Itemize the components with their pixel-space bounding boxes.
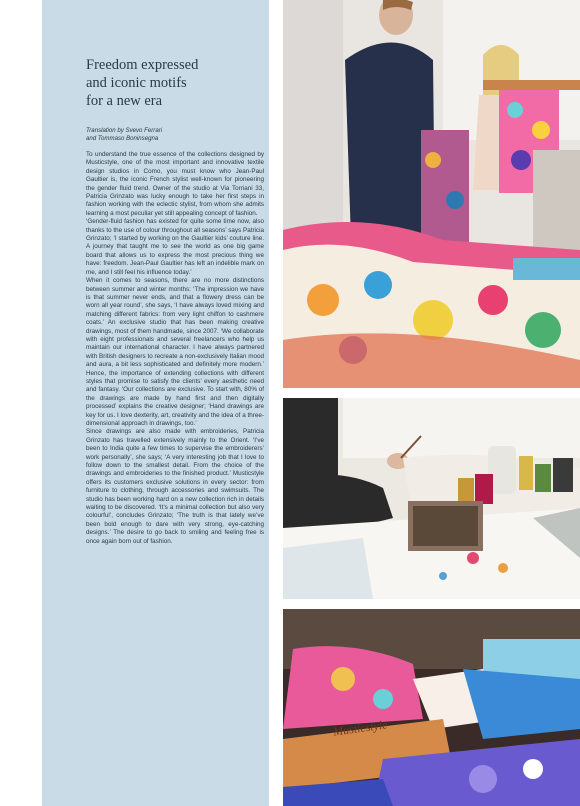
title-line: for a new era — [86, 93, 163, 109]
credit-line: and Tommaso Boninsegna — [86, 135, 159, 143]
article-body — [86, 151, 264, 546]
paragraph: Since drawings are also made with embroideries, Patricia Grinzato has travelled extensively mainly to the Orient. ‘I’ve been to India quite a few times to supervise the embroiderers’ work personally’, she says; ‘A very interesting job that I love to follow down to the smallest detail. From the choice of the drawings and embroideries to the finished product.’ Musticstyle offers its customers exclusive solutions in every sector: from furniture to clothing, through accessories and swimsuits. The studio has been working hard on a new collection rich in details waiting to be discovered. ‘It’s a minimal collection but also very colourful’, concludes Grinzato; ‘The truth is that lately we’ve been bold enough to dare with very strong, eye-catching designs.’ The desire to go back to smiling and feeling free is once again born out of fashion. — [86, 428, 264, 545]
fabrics-label-photo — [283, 609, 580, 806]
translation-credit — [86, 127, 261, 144]
title-line: and iconic motifs — [86, 75, 187, 91]
hand-painting-photo — [283, 398, 580, 599]
studio-workers-photo — [283, 0, 580, 388]
paragraph: To understand the true essence of the collections designed by Musticstyle, one of the most important and innovative textile design studios in Como, you must know who Jean-Paul Gaultier is, the iconic French stylist well-known for pioneering the gender fluid trend. Owner of the studio at Via Torriani 33, Patricia Grinzato was lucky enough to take her first steps in fashion working with the eclectic stylist, from whom she admits learning a most peculiar yet still appealing concept of fashion. — [86, 151, 264, 217]
title-line: Freedom expressed — [86, 57, 199, 73]
article-title — [86, 56, 256, 110]
brand-label-text: Musticstyle — [332, 717, 389, 739]
credit-line: Translation by Svevo Ferrari — [86, 127, 163, 134]
paragraph: When it comes to seasons, there are no more distinctions between summer and winter months: ‘The impression we have is that summer never ends, and that a flowery dress can be worn all year round’, she says, ‘I have always loved mixing and matching different fabrics: from very light chiffon to cashmere coats.’ An exclusive studio that has been making creative drawings, most of them handmade, since 2007. ‘We collaborate with eight professionals and several freelancers who help us maintain our international character. I have always partnered with British designers to recreate a non-exclusively Italian mood and aura, a bit less sophisticated and definitely more modern.’ Hence, the importance of extending collections with different styles that promise to satisfy the clients’ every aesthetic need and fantasy. ‘Our collections are exclusive. To start with, 80% of the drawings are made by hand first and then digitally processed’ explains the creative designer; ‘Hand drawings are key for us. I love dexterity, art, creativity and the idea of a three-dimensional approach in drawings, too.’ — [86, 277, 264, 427]
paragraph: ‘Gender-fluid fashion has existed for quite some time now, also thanks to the use of colour throughout all seasons’ says Patricia Grinzato; ‘I started by working on the Gaultier kids’ couture line. A journey that taught me to see the world as one big game board that allows us to express the most precious thing we have: freedom. Jean-Paul Gaultier has left an indelible mark on me, and I still feel his influence today.’ — [86, 218, 264, 276]
